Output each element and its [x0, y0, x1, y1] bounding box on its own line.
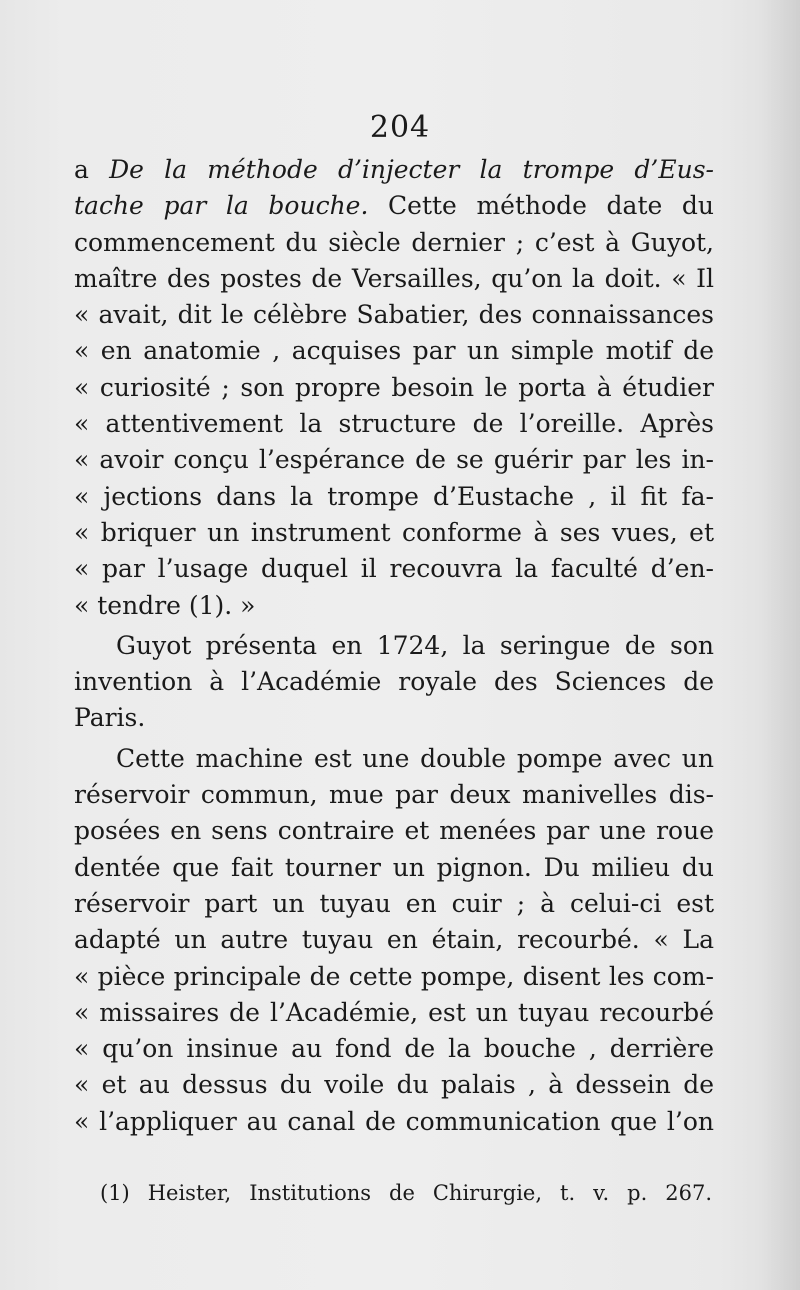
- text-line-16: Paris.: [74, 703, 146, 733]
- text-line-3: commencement du siècle dernier ; c’est à Guyot,: [74, 227, 714, 257]
- text-line-18: réservoir commun, mue par deux manivelles dis-: [74, 780, 714, 810]
- text-line-7: « curiosité ; son propre besoin le porta à étudier: [74, 372, 714, 402]
- text-line-14: Guyot présenta en 1724, la seringue de son: [116, 630, 714, 660]
- text-line-15: invention à l’Académie royale des Sciences de: [74, 667, 714, 697]
- text-line-4: maître des postes de Versailles, qu’on la doit. « Il: [74, 263, 714, 293]
- text-line-24: « missaires de l’Académie, est un tuyau recourbé: [74, 997, 714, 1027]
- text-line-5: « avait, dit le célèbre Sabatier, des connaissances: [74, 300, 714, 330]
- text-line-9: « avoir conçu l’espérance de se guérir par les in-: [74, 445, 714, 475]
- text-line-27: « l’appliquer au canal de communication que l’on: [74, 1106, 714, 1136]
- text-line-13: « tendre (1). »: [74, 590, 256, 620]
- line-1-italic-title: De la méthode d’injecter la trompe d’Eus-: [109, 155, 714, 184]
- text-line-11: « briquer un instrument conforme à ses vues, et: [74, 517, 714, 547]
- text-line-21: réservoir part un tuyau en cuir ; à celui-ci est: [74, 888, 714, 918]
- text-line-19: posées en sens contraire et menées par une roue: [74, 816, 714, 846]
- text-line-26: « et au dessus du voile du palais , à dessein de: [74, 1070, 714, 1100]
- line-1-prefix: a: [74, 155, 110, 184]
- text-line-12: « par l’usage duquel il recouvra la faculté d’en-: [74, 554, 714, 584]
- text-line-25: « qu’on insinue au fond de la bouche , derrière: [74, 1034, 714, 1064]
- text-line-8: « attentivement la structure de l’oreille. Après: [74, 409, 714, 439]
- text-line-6: « en anatomie , acquises par un simple motif de: [74, 336, 714, 366]
- text-line-2: [74, 188, 714, 224]
- footnote: (1) Heister, Institutions de Chirurgie, t. v. p. 267.: [100, 1181, 712, 1205]
- body-text: [74, 152, 714, 1140]
- text-line-1: [74, 152, 714, 188]
- binding-shadow: [760, 0, 800, 1290]
- text-line-20: dentée que fait tourner un pignon. Du milieu du: [74, 852, 714, 882]
- page-number: 204: [369, 110, 431, 145]
- text-line-22: adapté un autre tuyau en étain, recourbé. « La: [74, 925, 714, 955]
- text-line-17: Cette machine est une double pompe avec un: [116, 743, 714, 773]
- text-line-23: « pièce principale de cette pompe, disent les com-: [74, 961, 714, 991]
- line-2-italic-title: tache par la bouche.: [74, 191, 369, 221]
- text-line-10: « jections dans la trompe d’Eustache , il fit fa-: [74, 481, 714, 511]
- line-2-text: Cette méthode date du: [368, 191, 714, 221]
